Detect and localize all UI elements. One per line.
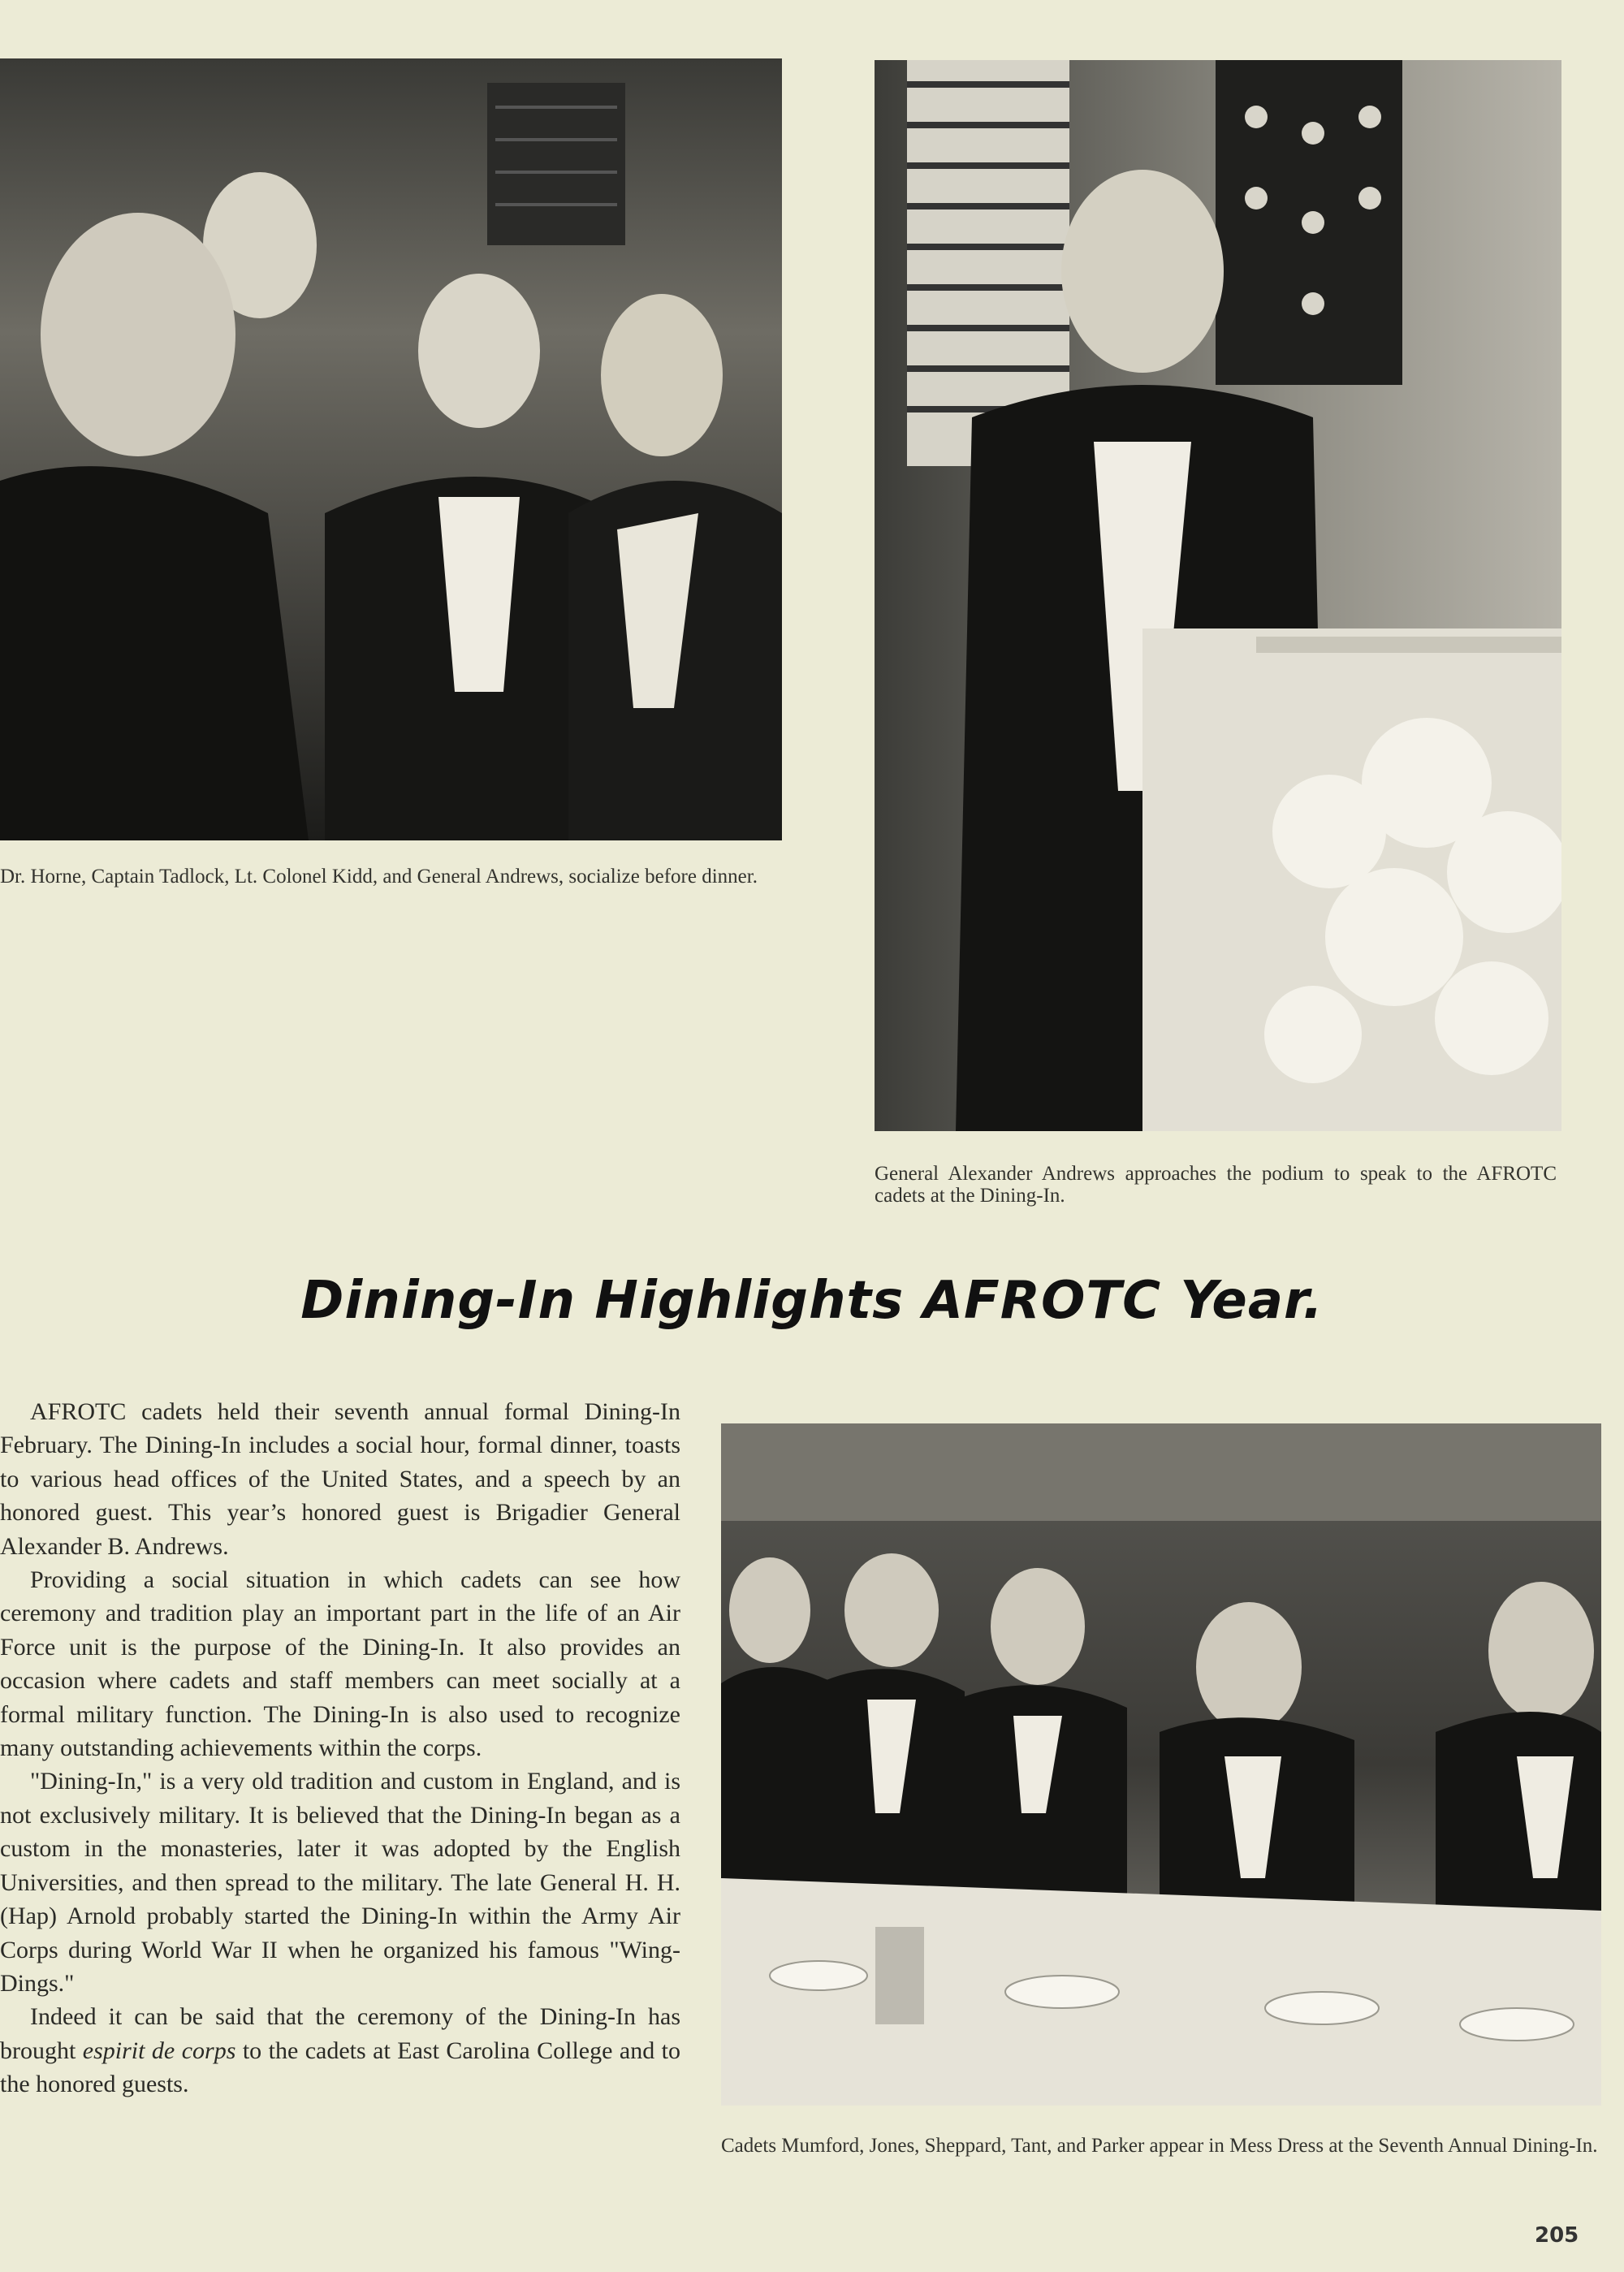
article-body (0, 1395, 680, 2101)
page-number: 205 (1535, 2223, 1579, 2248)
article-italic-text: espirit de corps (82, 2037, 236, 2064)
article-text: to the cadets at East Carolina College and to the honored guests. (0, 2037, 681, 2098)
photo-reception (0, 58, 782, 840)
photo-podium (875, 60, 1561, 1131)
photo-caption-reception: Dr. Horne, Captain Tadlock, Lt. Colonel Kidd, and General Andrews, socialize before dinner. (0, 866, 758, 888)
article-paragraph: Providing a social situation in which cadets can see how ceremony and tradition play an important part in the life of an Air Force unit is the purpose of the Dining-In. It also provides an occasion where cadets and staff members can meet socially at a formal military function. The Dining-In is also used to recognize many outstanding achievements within the corps. (0, 1566, 680, 1762)
photo-caption-cadets: Cadets Mumford, Jones, Sheppard, Tant, and Parker appear in Mess Dress at the Seventh Annual Dining-In. (721, 2135, 1598, 2157)
article-paragraph: "Dining-In," is a very old tradition and custom in England, and is not exclusively military. It is believed that the Dining-In began as a custom in the monasteries, later it was adopted by the English Universities, and then spread to the military. The late General H. H. (Hap) Arnold probably started the Dining-In within the Army Air Corps during World War II when he organized his famous "Wing-Dings." (0, 1768, 680, 1997)
article-paragraph (0, 2000, 680, 2101)
photo-cadets (721, 1423, 1601, 2106)
article-text: Indeed it can be said that the ceremony of the Dining-In has brought (0, 2003, 680, 2064)
photo-caption-podium: General Alexander Andrews approaches the podium to speak to the AFROTC cadets at the Dining-In. (875, 1163, 1557, 1207)
headline: Dining-In Highlights AFROTC Year. (300, 1271, 1324, 1331)
article-paragraph: AFROTC cadets held their seventh annual formal Dining-In February. The Dining-In includes a social hour, formal dinner, toasts to various head offices of the United States, and a speech by an honored guest. This year’s honored guest is Brigadier General Alexander B. Andrews. (0, 1398, 680, 1560)
